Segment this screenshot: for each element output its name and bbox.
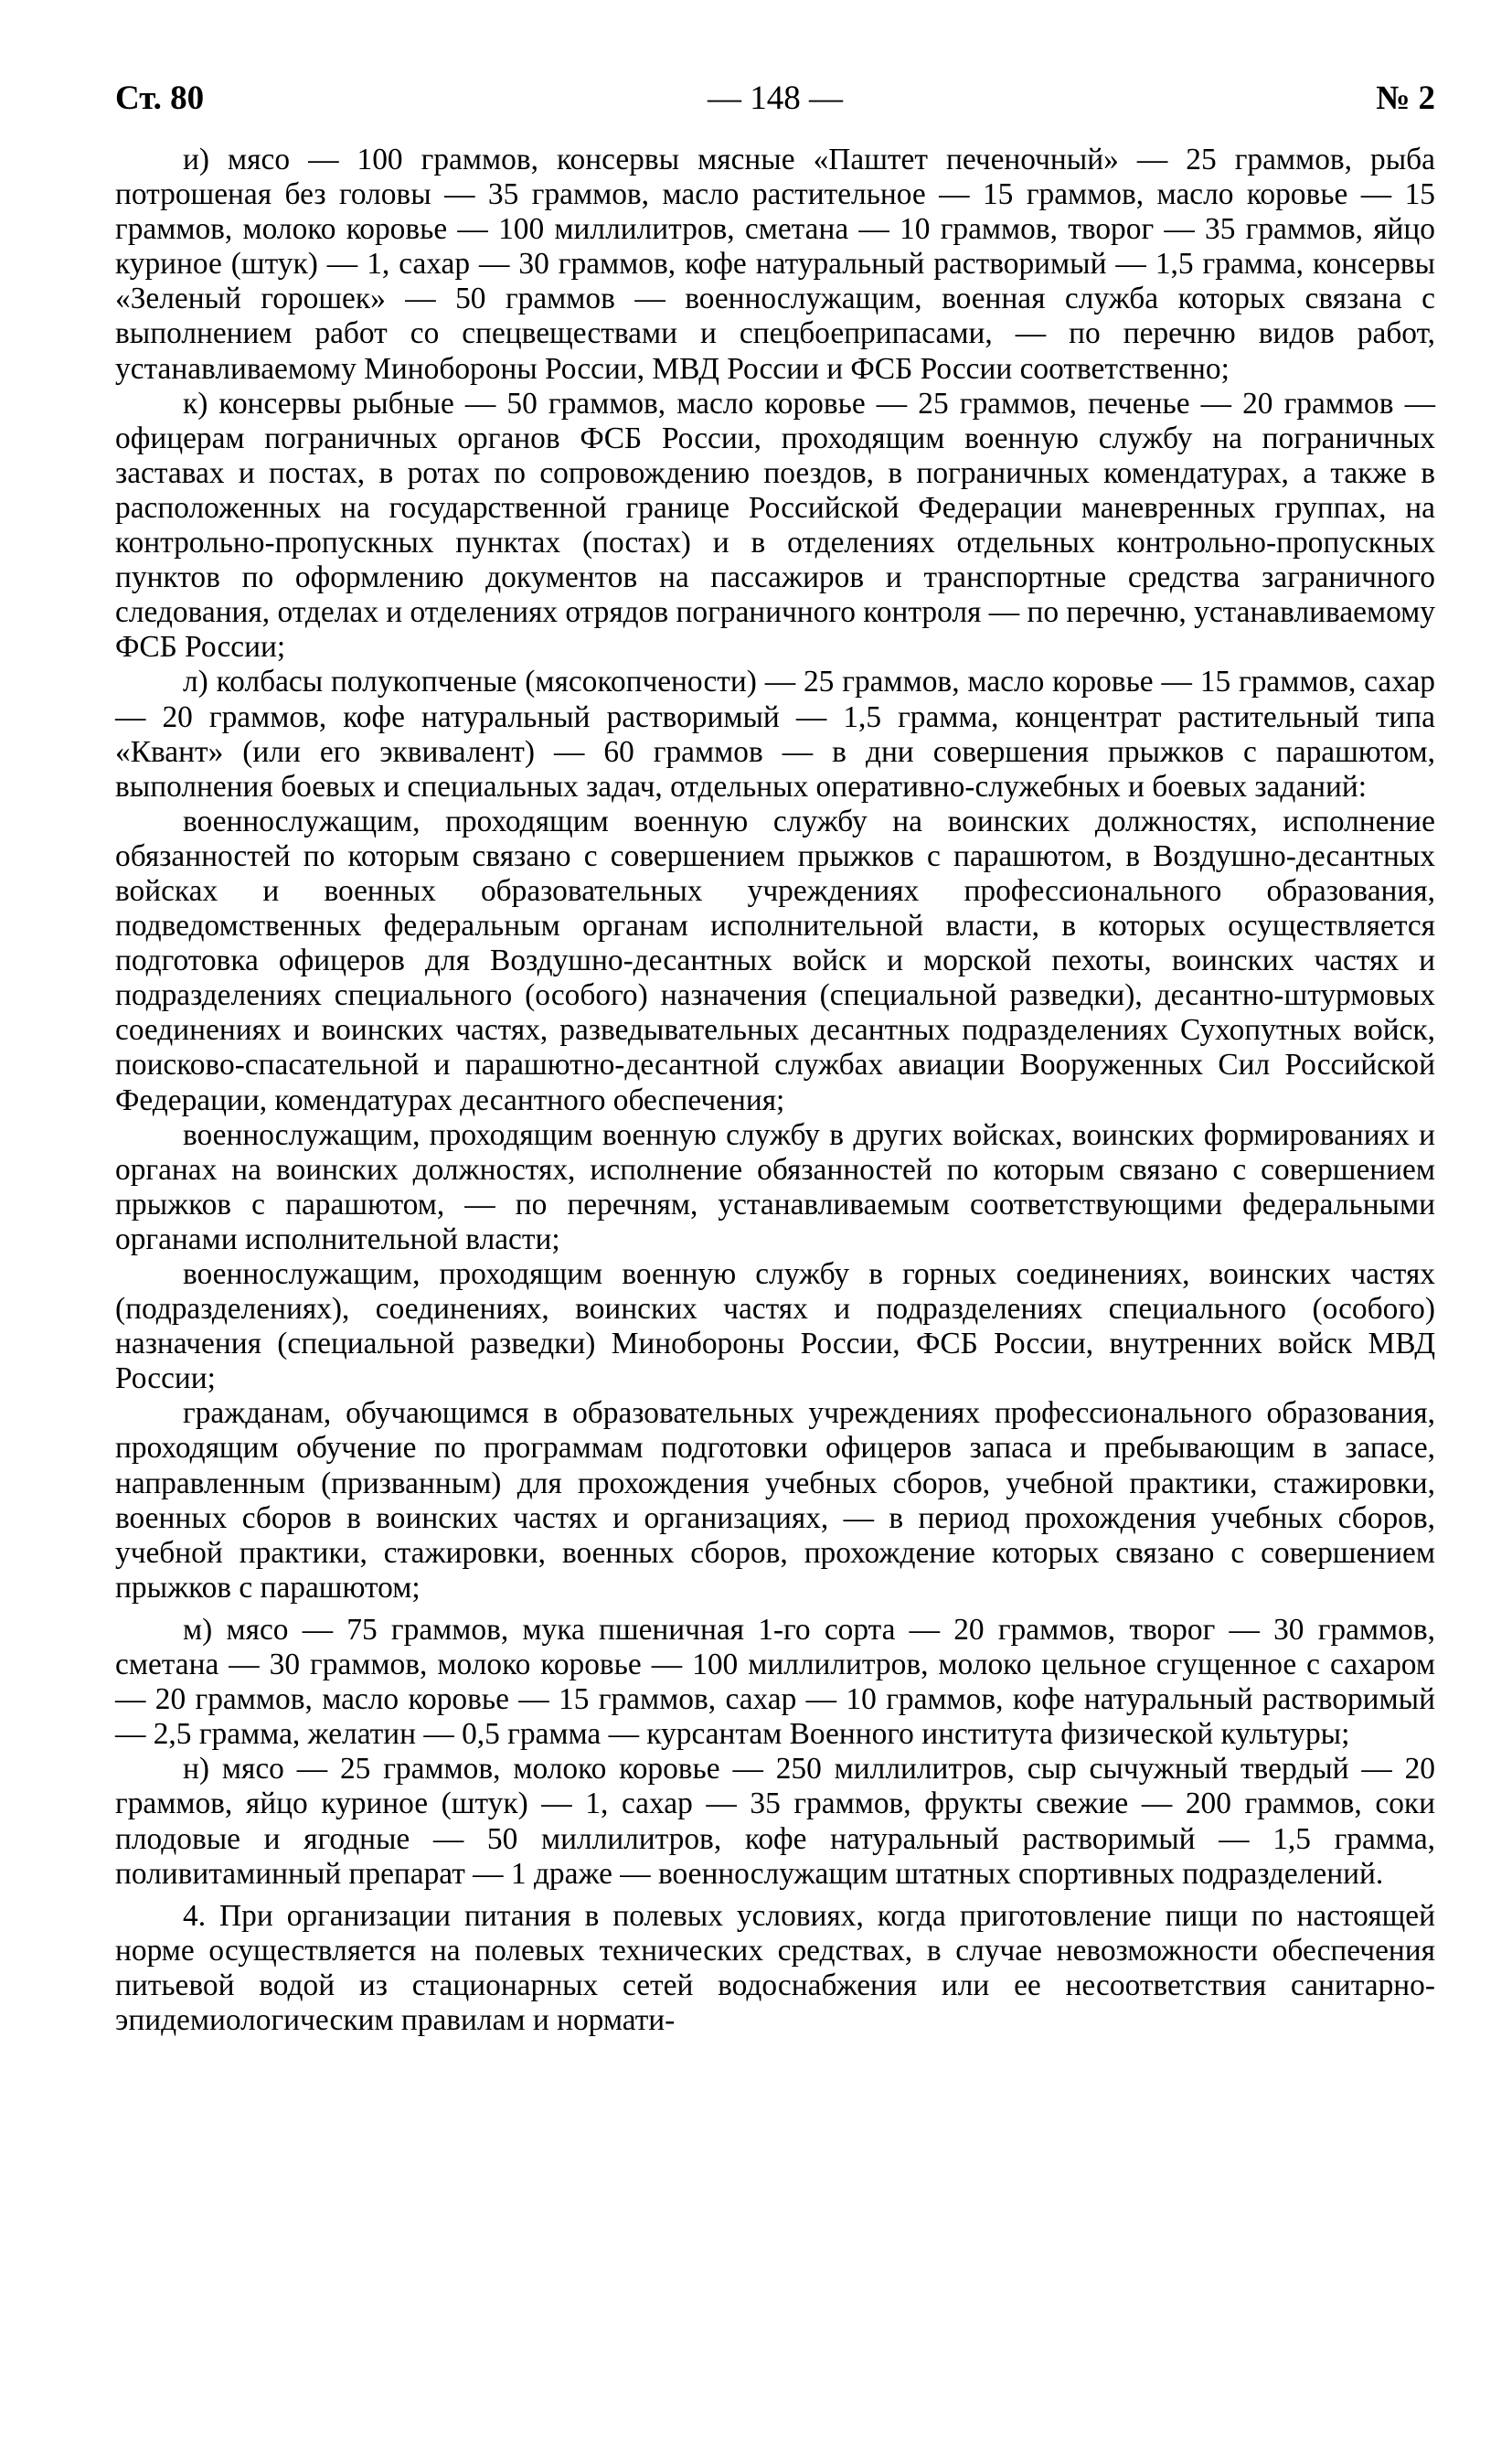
- document-page: [115, 79, 1435, 2038]
- issue-number: № 2: [1376, 80, 1435, 117]
- paragraph-l-citizens: гражданам, обучающимся в образовательных учреждениях профессионального образования, проходящим обучение по программам подготовки офицеров запаса и пребывающим в запасе, направленным (призванным) для прохождения учебных сборов, учебной практики, стажировки, военных сборов в воинских частях и организациях, — в период прохождения учебных сборов, учебной практики, стажировки, военных сборов, прохождение которых связано с совершением прыжков с парашютом;: [115, 1396, 1435, 1605]
- paragraph-l-mountain: военнослужащим, проходящим военную службу в горных соединениях, воинских частях (подразделениях), соединениях, воинских частях и подразделениях специального (особого) назначения (специальной разведки) Минобороны России, ФСБ России, внутренних войск МВД России;: [115, 1257, 1435, 1396]
- paragraph-l-other-troops: военнослужащим, проходящим военную службу в других войсках, воинских формированиях и органах на воинских должностях, исполнение обязанностей по которым связано с совершением прыжков с парашютом, — по перечням, устанавливаемым соответствующими федеральными органами исполнительной власти;: [115, 1117, 1435, 1256]
- paragraph-i: и) мясо — 100 граммов, консервы мясные «Паштет печеночный» — 25 граммов, рыба потрошеная без головы — 35 граммов, масло растительное — 15 граммов, масло коровье — 15 граммов, молоко коровье — 100 миллилитров, сметана — 10 граммов, творог — 35 граммов, яйцо куриное (штук) — 1, сахар — 30 граммов, кофе натуральный растворимый — 1,5 грамма, консервы «Зеленый горошек» — 50 граммов — военнослужащим, военная служба которых связана с выполнением работ со спецвеществами и спецбоеприпасами, — по перечню видов работ, устанавливаемому Минобороны России, МВД России и ФСБ России соответственно;: [115, 143, 1435, 386]
- page-number: — 148 —: [708, 80, 843, 117]
- page-header: [115, 79, 1435, 121]
- paragraph-l: л) колбасы полукопченые (мясокопчености) — 25 граммов, масло коровье — 15 граммов, сахар — 20 граммов, кофе натуральный растворимый — 1,5 грамма, концентрат растительный типа «Квант» (или его эквивалент) — 60 граммов — в дни совершения прыжков с парашютом, выполнения боевых и специальных задач, отдельных оперативно-служебных и боевых заданий:: [115, 665, 1435, 804]
- article-number: Ст. 80: [115, 80, 205, 117]
- paragraph-k: к) консервы рыбные — 50 граммов, масло коровье — 25 граммов, печенье — 20 граммов — офицерам пограничных органов ФСБ России, проходящим военную службу на пограничных заставах и постах, в ротах по сопровождению поездов, в пограничных комендатурах, а также в расположенных на государственной границе Российской Федерации маневренных группах, на контрольно-пропускных пунктах (постах) и в отделениях отдельных контрольно-пропускных пунктов по оформлению документов на пассажиров и транспортные средства заграничного следования, отделах и отделениях отрядов пограничного контроля — по перечню, устанавливаемому ФСБ России;: [115, 386, 1435, 665]
- paragraph-4: 4. При организации питания в полевых условиях, когда приготовление пищи по настоящей норме осуществляется на полевых технических средствах, в случае невозможности обеспечения питьевой водой из стационарных сетей водоснабжения или ее несоответствия санитарно-эпидемиологическим правилам и нормати-: [115, 1898, 1435, 2037]
- paragraph-n: н) мясо — 25 граммов, молоко коровье — 250 миллилитров, сыр сычужный твердый — 20 граммов, яйцо куриное (штук) — 1, сахар — 35 граммов, фрукты свежие — 200 граммов, соки плодовые и ягодные — 50 миллилитров, кофе натуральный растворимый — 1,5 грамма, поливитаминный препарат — 1 драже — военнослужащим штатных спортивных подразделений.: [115, 1752, 1435, 1891]
- paragraph-l-airborne: военнослужащим, проходящим военную службу на воинских должностях, исполнение обязанностей по которым связано с совершением прыжков с парашютом, в Воздушно-десантных войсках и военных образовательных учреждениях профессионального образования, подведомственных федеральным органам исполнительной власти, в которых осуществляется подготовка офицеров для Воздушно-десантных войск и морской пехоты, воинских частях и подразделениях специального (особого) назначения (специальной разведки), десантно-штурмовых соединениях и воинских частях, разведывательных десантных подразделениях Сухопутных войск, поисково-спасательной и парашютно-десантной службах авиации Вооруженных Сил Российской Федерации, комендатурах десантного обеспечения;: [115, 804, 1435, 1117]
- document-body: [115, 143, 1435, 2038]
- paragraph-m: м) мясо — 75 граммов, мука пшеничная 1-го сорта — 20 граммов, творог — 30 граммов, сметана — 30 граммов, молоко коровье — 100 миллилитров, молоко цельное сгущенное с сахаром — 20 граммов, масло коровье — 15 граммов, сахар — 10 граммов, кофе натуральный растворимый — 2,5 грамма, желатин — 0,5 грамма — курсантам Военного института физической культуры;: [115, 1612, 1435, 1752]
